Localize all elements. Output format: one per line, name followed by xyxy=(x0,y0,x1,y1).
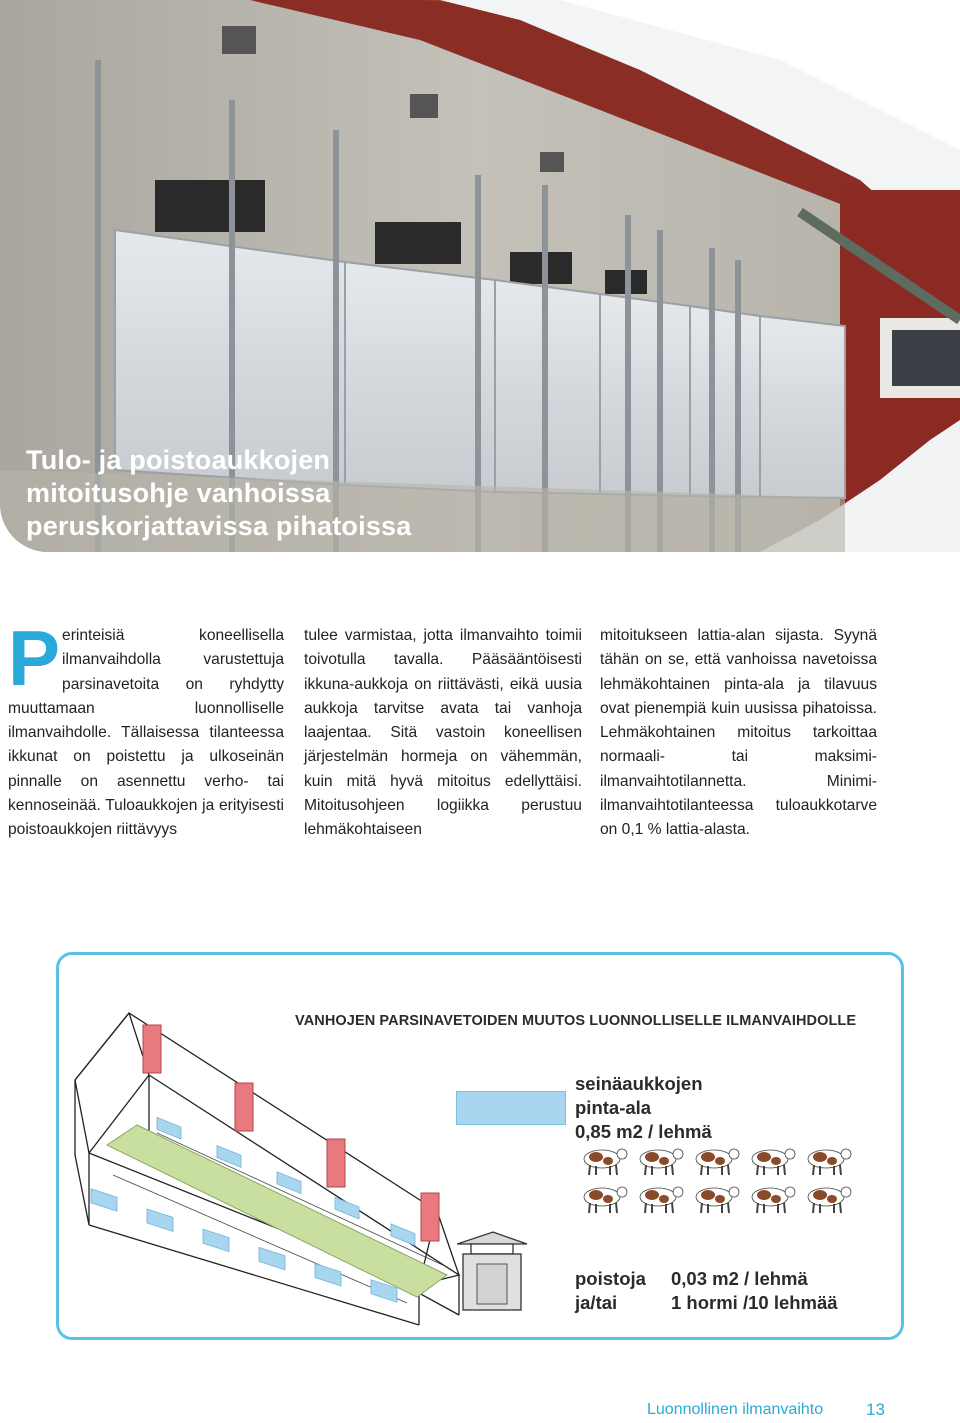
ventilation-diagram xyxy=(56,952,904,1340)
cow-herd-icon xyxy=(580,1141,870,1251)
opening-legend-swatch xyxy=(456,1091,566,1125)
exhaust-label xyxy=(575,1267,646,1315)
text-column-1 xyxy=(8,614,284,843)
exhaust-label-line-1: poistoja xyxy=(575,1268,646,1289)
text-column-2 xyxy=(304,624,582,843)
exhaust-values xyxy=(671,1267,838,1315)
title-line-1: Tulo- ja poistoaukkojen xyxy=(26,445,331,475)
barn-diagram xyxy=(67,985,507,1330)
opening-area-label xyxy=(575,1072,712,1144)
area-label-line-3: 0,85 m2 / lehmä xyxy=(575,1121,712,1142)
exhaust-value-area: 0,03 m2 / lehmä xyxy=(671,1268,808,1289)
title-line-2: mitoitusohje vanhoissa xyxy=(26,478,331,508)
title-line-3: peruskorjattavissa pihatoissa xyxy=(26,511,412,541)
footer-section-label: Luonnollinen ilmanvaihto xyxy=(647,1401,824,1418)
exhaust-value-chimney: 1 hormi /10 lehmää xyxy=(671,1292,838,1313)
exhaust-label-line-2: ja/tai xyxy=(575,1292,618,1313)
paragraph-col2: tulee varmistaa, jotta ilmanvaihto toimii toivotulla tavalla. Pääsääntöisesti ikkuna-aukkoja on riittävästi, eikä uusia aukkoja tarvitse avata tai vanhoja laajentaa. Sitä vastoin koneellisen järjestelmän hormeja on vähemmän, kuin mitä hyvä mitoitus edellyttäisi. Mitoitusohjeen logiikka perustuu lehmäkohtaiseen xyxy=(304,627,582,839)
paragraph-col3: mitoitukseen lattia-alan sijasta. Syynä tähän on se, että vanhoissa navetoissa lehmäkohtainen pinta-ala ja tilavuus ovat pienempiä kuin uusissa pihatoissa. Lehmäkohtainen mitoitus tarkoittaa normaali- tai maksimi-ilmanvaihtotilannetta. Minimi-ilmanvaihtotilanteessa tuloaukkotarve on 0,1 % lattia-alasta. xyxy=(600,627,877,839)
area-label-line-2: pinta-ala xyxy=(575,1097,652,1118)
paragraph-col1: erinteisiä koneellisella ilmanvaihdolla varustettuja parsinavetoita on ryhdytty muuttamaan luonnolliselle ilmanvaihdolle. Tällaisessa tilanteessa ikkunat on poistettu ja ulkoseinän pinnalle on asennettu verho- tai kennoseinää. Tuloaukkojen ja erityisesti poistoaukkojen riittävyys xyxy=(8,627,284,839)
diagram-title: VANHOJEN PARSINAVETOIDEN MUUTOS LUONNOLLISELLE ILMANVAIHDOLLE xyxy=(295,1013,857,1029)
hero-photo xyxy=(0,0,960,552)
page-number: 13 xyxy=(866,1400,885,1419)
area-label-line-1: seinäaukkojen xyxy=(575,1073,703,1094)
drop-cap: P xyxy=(8,614,61,702)
chimney-icon xyxy=(457,1230,529,1314)
page-title xyxy=(26,444,626,543)
text-column-3 xyxy=(600,624,877,843)
